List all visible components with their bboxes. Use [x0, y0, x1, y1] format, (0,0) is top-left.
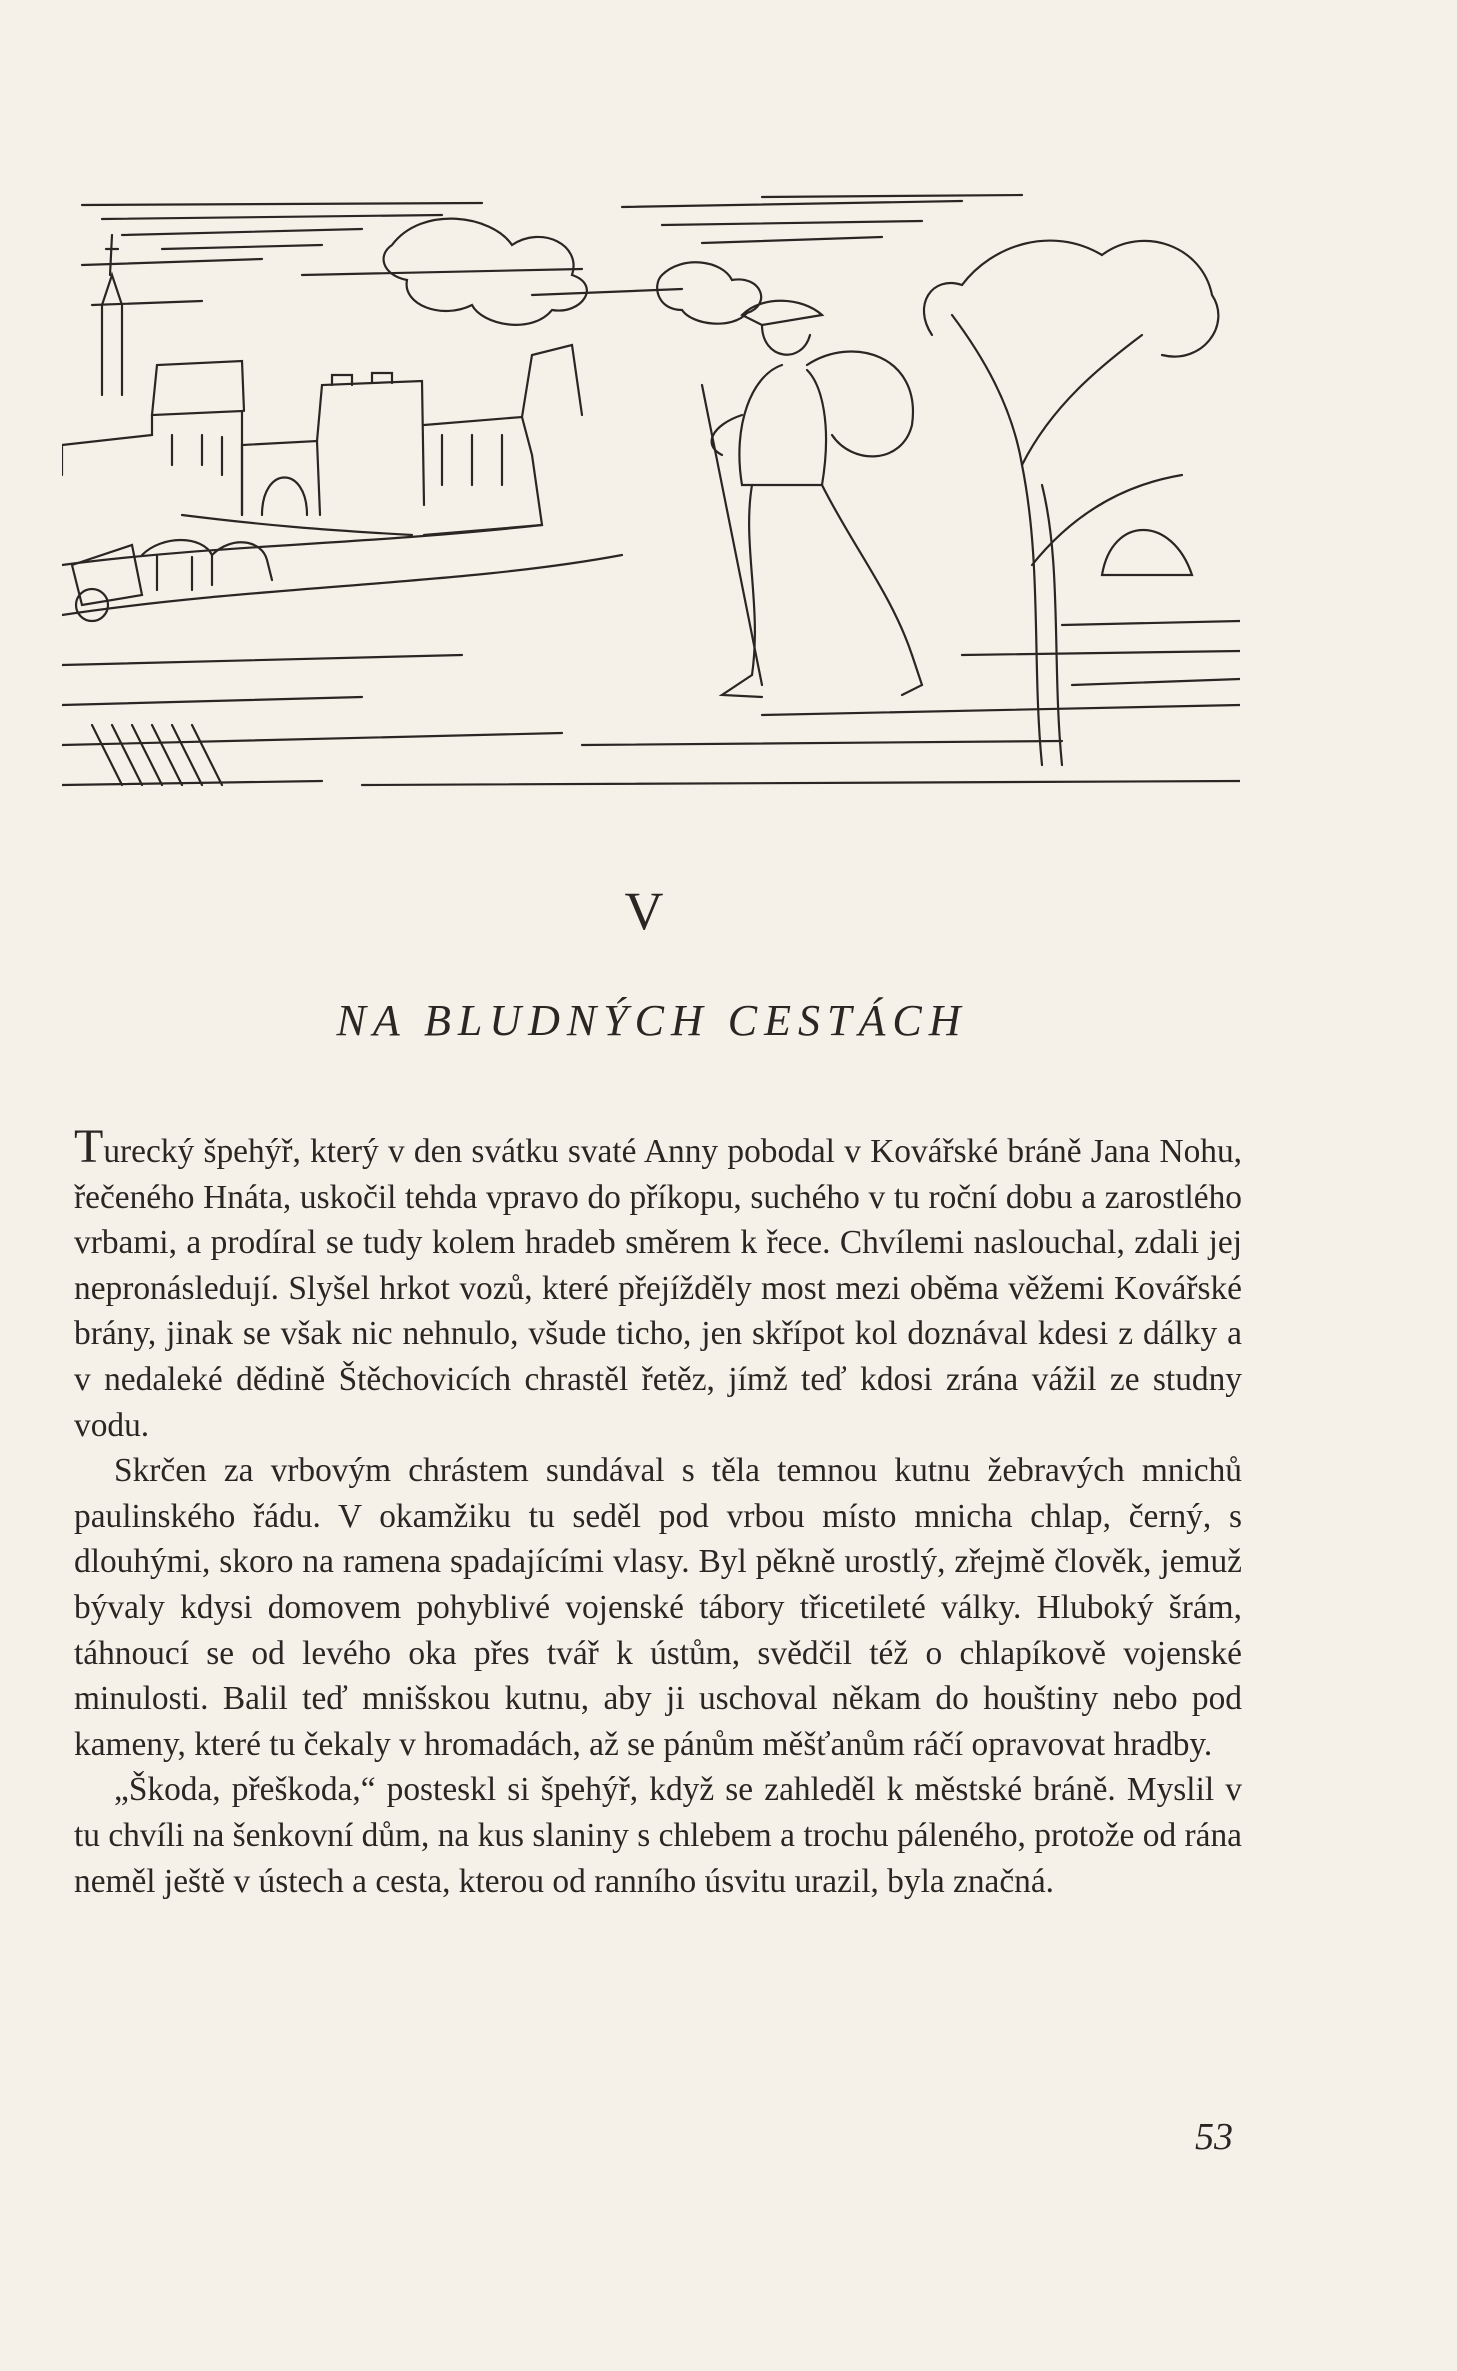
chapter-title: NA BLUDNÝCH CESTÁCH	[336, 996, 968, 1045]
chapter-illustration	[62, 185, 1240, 797]
wanderer-engraving	[62, 185, 1240, 797]
page-number: 53	[1195, 2116, 1233, 2158]
paragraph-2: Skrčen za vrbovým chrástem sundával s těla temnou kutnu žebravých mnichů paulinského řádu. V okamžiku tu seděl pod vrbou místo mnicha chlap, černý, s dlouhými, skoro na ramena spadajícími vlasy. Byl pěkně urostlý, zřejmě člověk, jemuž bývaly kdysi domovem pohyblivé vojenské tábory třicetileté války. Hluboký šrám, táhnoucí se od levého oka přes tvář k ústům, svědčil též o chlapíkově vojenské minulosti. Balil teď mnišskou kutnu, aby ji uschoval někam do houštiny nebo pod kameny, které tu čekaly v hromadách, až se pánům měšťanům ráčí opravovat hradby.	[74, 1452, 1242, 1763]
paragraph-3: „Škoda, přeškoda,“ posteskl si špehýř, když se zahleděl k městské bráně. Myslil v tu chvíli na šenkovní dům, na kus slaniny s chlebem a trochu páleného, protože od rána neměl ještě v ústech a cesta, kterou od ranního úsvitu urazil, byla značná.	[74, 1771, 1242, 1900]
chapter-body	[74, 1120, 1242, 1904]
paragraph-1: Turecký špehýř, který v den svátku svaté Anny pobodal v Kovářské bráně Jana Nohu, řečeného Hnáta, uskočil tehda vpravo do příkopu, suchého v tu roční dobu a zarostlého vrbami, a prodíral se tudy kolem hradeb směrem k řece. Chvílemi naslouchal, zdali jej nepronásledují. Slyšel hrkot vozů, které přejížděly most mezi oběma věžemi Kovářské brány, jinak se však nic nehnulo, všude ticho, jen skřípot kol doznával kdesi z dálky a v nedaleké dědině Štěchovicích chrastěl řetěz, jímž teď kdosi zrána vážil ze studny vodu.	[74, 1120, 1242, 1444]
chapter-number: V	[624, 881, 666, 941]
